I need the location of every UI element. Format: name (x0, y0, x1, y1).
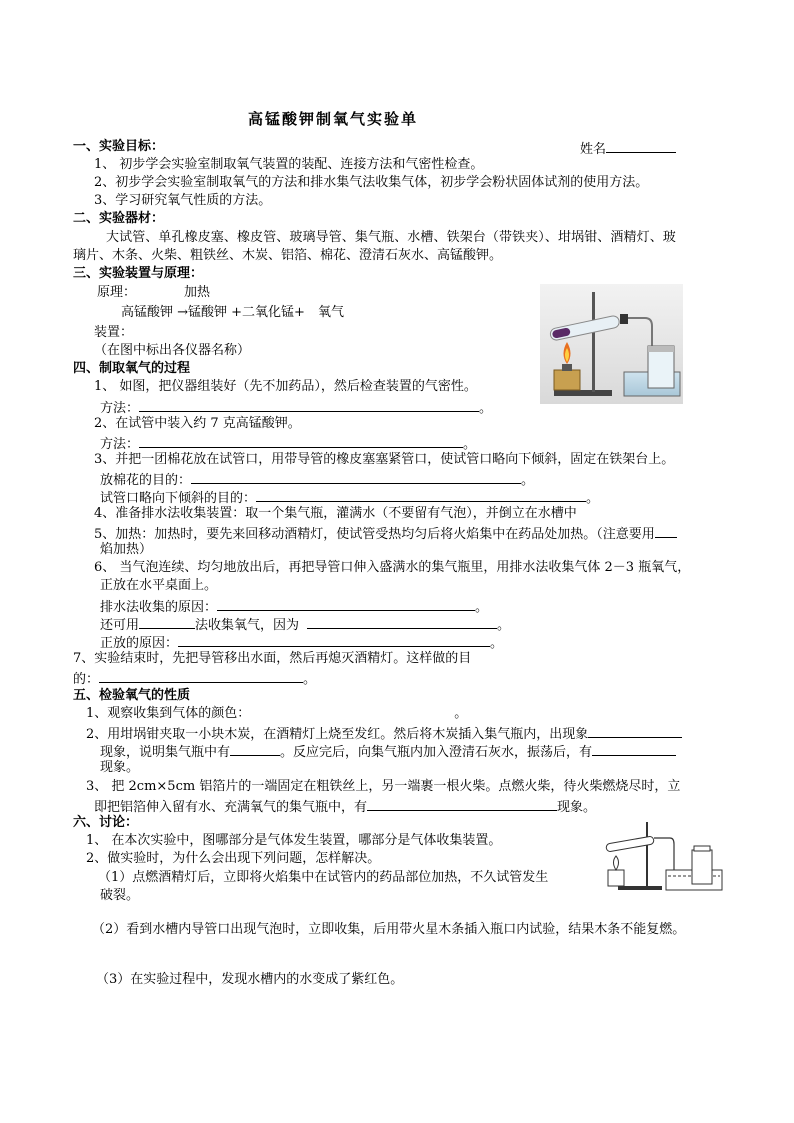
period: 。 (479, 401, 493, 416)
section-heading-discussion: 六、讨论： (73, 815, 139, 830)
problem-1-line-2: 破裂。 (100, 888, 140, 903)
step-1-method-row (100, 398, 492, 417)
property-q2-line-3: 现象。 (100, 760, 140, 775)
period: 。 (463, 437, 477, 452)
period: 。 (586, 491, 600, 506)
step-7-label: 的： (73, 672, 100, 687)
discussion-1: 1、 在本次实验中，图哪部分是气体发生装置，哪部分是气体收集装置。 (86, 833, 502, 848)
q2-phenomenon-blank[interactable] (588, 724, 682, 738)
discussion-apparatus-figure (600, 816, 724, 892)
cotton-purpose-label: 放棉花的目的： (100, 473, 192, 488)
period: 。 (497, 618, 511, 633)
also-can-label: 还可用 (100, 618, 140, 633)
page-title: 高锰酸钾制氧气实验单 (248, 110, 419, 128)
upright-reason-label: 正放的原因： (100, 636, 179, 651)
goal-item-1: 1、 初步学会实验室制取氧气装置的装配、连接方法和气密性检查。 (94, 157, 484, 172)
water-reason-row (100, 597, 488, 616)
step-2-method-blank[interactable] (139, 434, 463, 448)
problem-1-line-1: （1）点燃酒精灯后，立即将火焰集中在试管内的药品部位加热，不久试管发生 (98, 870, 549, 885)
discussion-2: 2、做实验时，为什么会出现下列问题，怎样解决。 (86, 851, 381, 866)
step-2: 2、在试管中装入约 7 克高锰酸钾。 (94, 416, 301, 431)
step-1: 1、 如图，把仪器组装好（先不加药品），然后检查装置的气密性。 (94, 379, 477, 394)
apparatus-figure (540, 284, 683, 404)
tilt-purpose-row (100, 488, 599, 507)
equipment-line-1: 大试管、单孔橡皮塞、橡皮管、玻璃导管、集气瓶、水槽、铁架台（带铁夹）、坩埚钳、酒精灯、玻 (106, 230, 676, 245)
step-7: 7、实验结束时，先把导管移出水面，然后再熄灭酒精灯。这样做的目 (73, 651, 472, 666)
q2-text-2: 现象，说明集气瓶中有 (100, 745, 231, 760)
property-q3-line-1: 3、 把 2cm×5cm 铝箔片的一端固定在粗铁丝上，另一端裹一根火柴。点燃火柴，待火柴燃烧尽时，立 (86, 779, 681, 794)
period: 。 (490, 636, 504, 651)
cotton-purpose-blank[interactable] (191, 470, 521, 484)
method-label: 方法： (100, 437, 140, 452)
q1-text: 1、观察收集到气体的颜色： (86, 706, 251, 721)
alt-reason-blank[interactable] (307, 615, 497, 629)
device-label: 装置： (94, 325, 134, 340)
step-6-line-1: 6、 当气泡连续、均匀地放出后，再把导管口伸入盛满水的集气瓶里，用排水法收集气体 2－3 瓶氧气， (94, 560, 691, 575)
upright-reason-blank[interactable] (178, 633, 490, 647)
reaction-equation: 高锰酸钾 →锰酸钾 +二氧化锰+ 氧气 (121, 305, 344, 320)
q2-text-3: 。反应完后，向集气瓶内加入澄清石灰水，振荡后，有 (280, 745, 593, 760)
q2-gas-blank[interactable] (230, 742, 280, 756)
problem-2: （2）看到水槽内导管口出现气泡时，立即收集，后用带火星木条插入瓶口内试验，结果木条不能复燃。 (92, 922, 686, 937)
q3-text: 即把铝箔伸入留有水、充满氧气的集气瓶中，有 (94, 800, 368, 815)
device-note: （在图中标出各仪器名称） (94, 343, 251, 358)
alt-method-blank[interactable] (139, 615, 195, 629)
section-heading-procedure: 四、制取氧气的过程 (73, 361, 191, 376)
equipment-line-2: 璃片、木条、火柴、粗铁丝、木炭、铝箔、棉花、澄清石灰水、高锰酸钾。 (73, 248, 503, 263)
step-4: 4、准备排水法收集装置：取一个集气瓶，灌满水（不要留有气泡），并倒立在水槽中 (94, 506, 577, 521)
step-5-line-2: 焰加热） (100, 542, 153, 557)
flame-type-blank[interactable] (655, 524, 677, 538)
problem-3: （3）在实验过程中，发现水槽内的水变成了紫红色。 (96, 972, 404, 987)
tilt-purpose-blank[interactable] (256, 488, 586, 502)
q2-text: 2、用坩埚钳夹取一小块木炭，在酒精灯上烧至发红。然后将木炭插入集气瓶内，出现象 (86, 727, 589, 742)
step-3: 3、并把一团棉花放在试管口，用带导管的橡皮塞塞紧管口，使试管口略向下倾斜，固定在铁架台上。 (94, 452, 675, 467)
q2-limewater-blank[interactable] (592, 742, 676, 756)
section-heading-setup: 三、实验装置与原理： (73, 266, 204, 281)
apparatus-drawing (540, 284, 683, 404)
also-can-row (100, 615, 510, 634)
section-heading-properties: 五、检验氧气的性质 (73, 688, 191, 703)
step-6-line-2: 正放在水平桌面上。 (100, 578, 218, 593)
goal-item-2: 2、初步学会实验室制取氧气的方法和排水集气法收集气体，初步学会粉状固体试剂的使用方法。 (94, 175, 649, 190)
name-field (580, 139, 676, 158)
step-1-method-blank[interactable] (139, 398, 479, 412)
period: 。 (475, 600, 489, 615)
goal-item-3: 3、学习研究氧气性质的方法。 (94, 193, 272, 208)
q3-end: 现象。 (557, 800, 597, 815)
cotton-purpose-row (100, 470, 534, 489)
q3-phenomenon-blank[interactable] (367, 797, 557, 811)
heat-condition: 加热 (184, 285, 211, 300)
tilt-purpose-label: 试管口略向下倾斜的目的： (100, 491, 257, 506)
water-reason-label: 排水法收集的原因： (100, 600, 218, 615)
period: 。 (303, 672, 317, 687)
also-method-label: 法收集氧气，因为 (195, 618, 300, 633)
principle-label: 原理： (97, 285, 137, 300)
step-2-method-row (100, 434, 476, 453)
upright-reason-row (100, 633, 503, 652)
section-heading-equipment: 二、实验器材： (73, 211, 165, 226)
name-label: 姓名 (580, 142, 607, 157)
section-heading-goals: 一、实验目标： (73, 139, 165, 154)
step-5-line-1 (94, 524, 677, 543)
name-blank[interactable] (606, 139, 676, 153)
step-7-blank[interactable] (99, 669, 303, 683)
water-reason-blank[interactable] (217, 597, 475, 611)
property-q2-line-1 (86, 724, 682, 743)
discussion-apparatus-drawing (600, 816, 724, 892)
step-7-row (73, 669, 316, 688)
property-q2-line-2 (100, 742, 676, 761)
step-5-text: 5、加热：加热时，要先来回移动酒精灯，使试管受热均匀后将火焰集中在药品处加热。（注意要用 (94, 527, 655, 542)
property-q1 (86, 706, 467, 722)
property-q3-line-2 (94, 797, 596, 816)
q1-end: 。 (454, 706, 468, 721)
period: 。 (521, 473, 535, 488)
method-label: 方法： (100, 401, 140, 416)
